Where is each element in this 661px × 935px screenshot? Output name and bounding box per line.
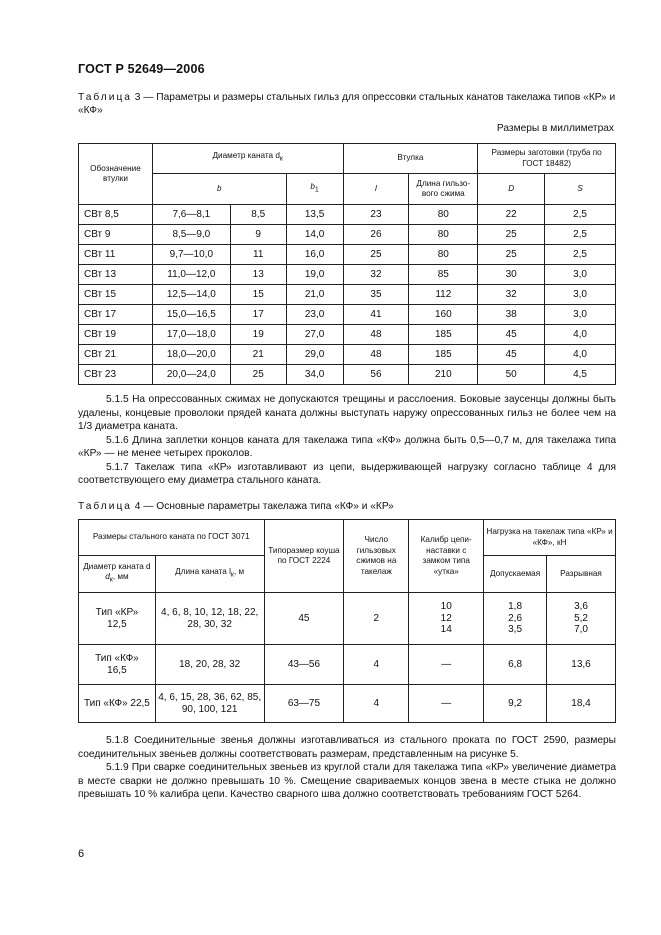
t3-cell: 48 — [343, 345, 409, 365]
t3-cell: СВт 23 — [79, 365, 153, 385]
t3-cell: 29,0 — [286, 345, 343, 365]
table3-units: Размеры в миллиметрах — [496, 123, 614, 134]
t4-header-load: Нагрузка на такелаж типа «КР» и «КФ», кН — [484, 520, 616, 556]
page-number: 6 — [78, 848, 85, 860]
table4-caption-text: 4 — Основные параметры такелажа типа «КФ» и «КР» — [134, 501, 394, 512]
t3-cell: 80 — [409, 205, 478, 225]
table-row — [79, 205, 616, 225]
t3-cell: СВт 13 — [79, 265, 153, 285]
t3-cell: 25 — [478, 245, 545, 265]
t3-cell: 2,5 — [545, 225, 616, 245]
t3-cell: 12,5—14,0 — [152, 285, 230, 305]
t4-cell: 18, 20, 28, 32 — [155, 645, 264, 685]
t3-cell: 3,0 — [545, 285, 616, 305]
t4-cell: 45 — [264, 593, 344, 645]
t3-cell: 2,5 — [545, 245, 616, 265]
t4-cell: 10 12 14 — [409, 593, 484, 645]
t3-cell: 20,0—24,0 — [152, 365, 230, 385]
t3-cell: 4,0 — [545, 345, 616, 365]
t4-header-breaking: Разрывная — [547, 556, 616, 593]
t4-header-rope-sizes: Размеры стального каната по ГОСТ 3071 — [79, 520, 265, 556]
t3-cell: 34,0 — [286, 365, 343, 385]
t3-cell: 3,0 — [545, 305, 616, 325]
t3-cell: 9 — [230, 225, 286, 245]
t3-cell: 13,5 — [286, 205, 343, 225]
t3-cell: 80 — [409, 225, 478, 245]
t4-cell: Тип «КФ» 22,5 — [79, 685, 156, 723]
paragraphs-section-2 — [78, 734, 616, 802]
paragraph-5-1-7: 5.1.7 Такелаж типа «КР» изготавливают из цепи, выдерживающей нагрузку согласно таблице 4 для соответствующего ему диаметра стального каната. — [78, 461, 616, 486]
t3-cell: 15 — [230, 285, 286, 305]
t3-cell: 7,6—8,1 — [152, 205, 230, 225]
t3-cell: 160 — [409, 305, 478, 325]
t3-cell: 25 — [230, 365, 286, 385]
t3-header-rope-diameter: Диаметр каната $d_к$ — [152, 144, 343, 174]
t3-cell: 56 — [343, 365, 409, 385]
paragraph-5-1-9: 5.1.9 При сварке соединительных звеньев из круглой стали для такелажа типа «КР» увеличение диаметра в месте сварки не должно превышать 10 %. Смещение свариваемых концов звена в месте стыка не должно превышать 10 % калибра цепи. Качество сварного шва должно соответствовать требованиям ГОСТ 5264. — [78, 762, 616, 800]
t3-cell: 32 — [343, 265, 409, 285]
table-row — [79, 345, 616, 365]
document-header: ГОСТ Р 52649—2006 — [78, 62, 205, 76]
t3-cell: 26 — [343, 225, 409, 245]
t3-cell: 16,0 — [286, 245, 343, 265]
t3-cell: 185 — [409, 325, 478, 345]
t4-header-allowable: Допускаемая — [484, 556, 547, 593]
table3 — [78, 143, 616, 385]
t4-cell: 2 — [344, 593, 409, 645]
table-row — [79, 245, 616, 265]
t4-cell: 13,6 — [547, 645, 616, 685]
t3-cell: 17 — [230, 305, 286, 325]
t3-cell: 18,0—20,0 — [152, 345, 230, 365]
t3-cell: 23,0 — [286, 305, 343, 325]
t3-cell: 21 — [230, 345, 286, 365]
t3-cell: 35 — [343, 285, 409, 305]
t3-cell: 50 — [478, 365, 545, 385]
paragraphs-section-1 — [78, 393, 616, 488]
table-row — [79, 225, 616, 245]
t3-cell: 8,5—9,0 — [152, 225, 230, 245]
t3-cell: 85 — [409, 265, 478, 285]
t3-cell: 185 — [409, 345, 478, 365]
t3-cell: 4,5 — [545, 365, 616, 385]
t4-cell: 1,8 2,6 3,5 — [484, 593, 547, 645]
table4-label: Таблица — [78, 501, 132, 512]
t4-cell: 18,4 — [547, 685, 616, 723]
paragraph-5-1-5: 5.1.5 На опрессованных сжимах не допускаются трещины и расслоения. Боковые заусенцы должны быть удалены, концевые проволоки прядей каната должны выступать наружу опрессованных гильз не более чем на 1/3 диаметра каната. — [78, 394, 616, 432]
t4-cell: 9,2 — [484, 685, 547, 723]
t4-cell: 4 — [344, 645, 409, 685]
t3-cell: СВт 21 — [79, 345, 153, 365]
t3-cell: 38 — [478, 305, 545, 325]
t3-cell: 112 — [409, 285, 478, 305]
t4-cell: 63—75 — [264, 685, 344, 723]
t3-cell: 19,0 — [286, 265, 343, 285]
table4-caption — [78, 500, 618, 513]
t3-cell: 11 — [230, 245, 286, 265]
t3-cell: 23 — [343, 205, 409, 225]
t3-cell: 4,0 — [545, 325, 616, 345]
table-row — [79, 305, 616, 325]
table3-label: Таблица — [78, 92, 132, 103]
t3-cell: 27,0 — [286, 325, 343, 345]
t3-cell: 14,0 — [286, 225, 343, 245]
t3-header-b: b — [152, 174, 286, 205]
t4-header-thimble: Типоразмер коуша по ГОСТ 2224 — [264, 520, 344, 593]
t4-cell: — — [409, 685, 484, 723]
table4 — [78, 519, 616, 723]
t3-cell: 9,7—10,0 — [152, 245, 230, 265]
t3-cell: 48 — [343, 325, 409, 345]
t4-cell: Тип «КФ» 16,5 — [79, 645, 156, 685]
t4-header-rope-diameter: Диаметр каната d $d_к$, мм — [79, 556, 156, 593]
t3-cell: 8,5 — [230, 205, 286, 225]
t3-cell: 19 — [230, 325, 286, 345]
t3-cell: 32 — [478, 285, 545, 305]
t4-cell: 4, 6, 8, 10, 12, 18, 22, 28, 30, 32 — [155, 593, 264, 645]
table3-caption-text: 3 — Параметры и размеры стальных гильз для опрессовки стальных канатов такелажа типов «КР» и «КФ» — [78, 92, 616, 116]
t3-cell: СВт 19 — [79, 325, 153, 345]
t3-cell: 25 — [343, 245, 409, 265]
t4-header-caliber: Калибр цепинаставки с замком типа «утка» — [409, 520, 484, 593]
t3-cell: 3,0 — [545, 265, 616, 285]
t3-cell: СВт 9 — [79, 225, 153, 245]
t4-cell: 3,6 5,2 7,0 — [547, 593, 616, 645]
paragraph-5-1-6: 5.1.6 Длина заплетки концов каната для такелажа типа «КФ» должна быть 0,5—0,7 м, для такелажа типа «КР» — не менее четырех проколов. — [78, 434, 616, 459]
t3-cell: СВт 11 — [79, 245, 153, 265]
t3-cell: СВт 8,5 — [79, 205, 153, 225]
t3-header-blank: Размеры заготовки (труба по ГОСТ 18482) — [478, 144, 616, 174]
table-row — [79, 593, 616, 645]
t4-cell: 4 — [344, 685, 409, 723]
paragraph-5-1-8: 5.1.8 Соединительные звенья должны изготавливаться из стального проката по ГОСТ 2590, размеры соединительных звеньев должны соответствовать размерам, представленным на рисунке 5. — [78, 735, 616, 760]
t3-header-crimp-length: Длина гильзового сжима — [409, 174, 478, 205]
t3-cell: 30 — [478, 265, 545, 285]
t3-cell: 22 — [478, 205, 545, 225]
table-row — [79, 325, 616, 345]
t3-cell: 80 — [409, 245, 478, 265]
table-row — [79, 365, 616, 385]
t3-cell: 21,0 — [286, 285, 343, 305]
t3-cell: 17,0—18,0 — [152, 325, 230, 345]
t4-header-rope-length: Длина каната $l_к$, м — [155, 556, 264, 593]
t3-header-S: S — [545, 174, 616, 205]
t4-header-crimps: Число гильзовых сжимов на такелаж — [344, 520, 409, 593]
t3-cell: 210 — [409, 365, 478, 385]
t3-cell: 15,0—16,5 — [152, 305, 230, 325]
t3-cell: 11,0—12,0 — [152, 265, 230, 285]
t4-cell: Тип «КР» 12,5 — [79, 593, 156, 645]
table-row — [79, 285, 616, 305]
t3-cell: 45 — [478, 345, 545, 365]
t3-cell: 45 — [478, 325, 545, 345]
t3-header-b1: $b_1$ — [286, 174, 343, 205]
table-row — [79, 265, 616, 285]
t3-header-sleeve: Втулка — [343, 144, 478, 174]
table-row — [79, 685, 616, 723]
t3-cell: 13 — [230, 265, 286, 285]
table3-caption — [78, 91, 618, 117]
t4-cell: 4, 6, 15, 28, 36, 62, 85, 90, 100, 121 — [155, 685, 264, 723]
t4-cell: — — [409, 645, 484, 685]
t4-cell: 6,8 — [484, 645, 547, 685]
t3-cell: СВт 15 — [79, 285, 153, 305]
table-row — [79, 645, 616, 685]
t3-cell: 41 — [343, 305, 409, 325]
t3-header-l: l — [343, 174, 409, 205]
t4-cell: 43—56 — [264, 645, 344, 685]
t3-header-D: D — [478, 174, 545, 205]
t3-cell: 2,5 — [545, 205, 616, 225]
t3-cell: СВт 17 — [79, 305, 153, 325]
t3-header-designation: Обозначение втулки — [79, 144, 153, 205]
t3-cell: 25 — [478, 225, 545, 245]
